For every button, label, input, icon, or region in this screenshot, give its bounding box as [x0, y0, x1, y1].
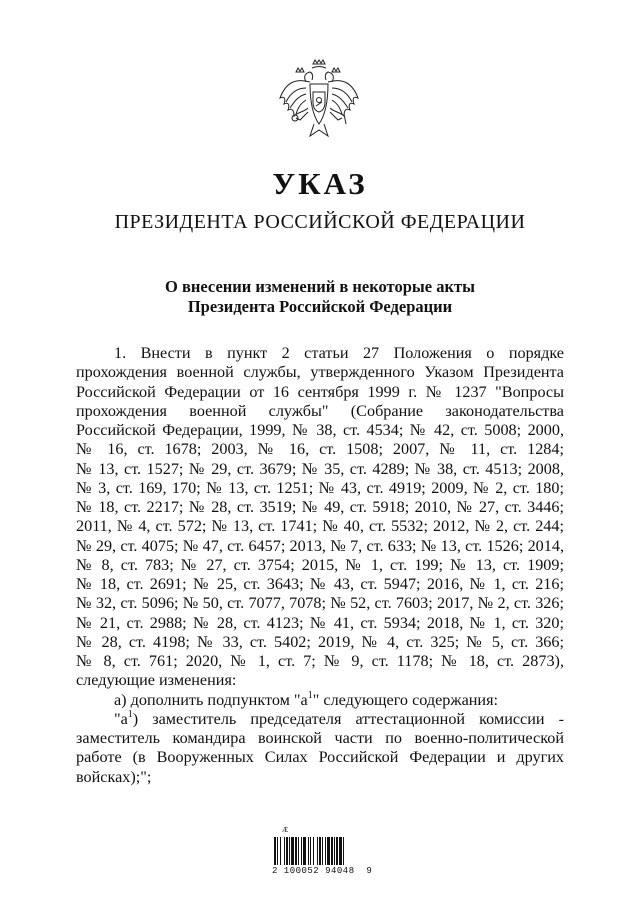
- body-line: 1. Внести в пункт 2 статьи 27 Положения о порядке: [114, 344, 564, 362]
- quote-line-1-rest: ) заместитель председателя аттестационной комиссии -: [132, 709, 564, 728]
- document-heading: [0, 277, 640, 317]
- barcode-bar: [325, 837, 326, 865]
- quote-line: заместитель командира воинской части по военно-политической: [76, 729, 564, 747]
- paragraph-item-a: [76, 691, 564, 710]
- quote-line: [76, 710, 564, 729]
- quote-superscript: 1: [127, 708, 133, 720]
- body-line: № 16, ст. 1678; 2003, № 16, ст. 1508; 2007, № 11, ст. 1284;: [76, 440, 564, 459]
- body-line: № 8, ст. 761; 2020, № 1, ст. 7; № 9, ст. 1178; № 18, ст. 2873),: [76, 652, 564, 670]
- heading-line-1: О внесении изменений в некоторые акты: [165, 277, 475, 296]
- barcode-bar: [298, 837, 299, 865]
- paragraph-1: [76, 344, 564, 691]
- document-subtitle: ПРЕЗИДЕНТА РОССИЙСКОЙ ФЕДЕРАЦИИ: [114, 211, 526, 233]
- barcode-bar: [308, 837, 309, 865]
- barcode-bar: [286, 837, 288, 865]
- body-line: Российской Федерации от 16 сентября 1999 г. № 1237 "Вопросы: [76, 382, 564, 401]
- body-line: прохождения военной службы" (Собрание законодательства: [76, 401, 564, 420]
- item-a-suffix: " следующего содержания:: [312, 690, 499, 709]
- quote-line: работе (в Вооруженных Силах Российской Федерации и других: [76, 748, 564, 767]
- body-line: 2011, № 4, ст. 572; № 13, ст. 1741; № 40, ст. 5532; 2012, № 2, ст. 244;: [76, 517, 564, 536]
- barcode-bar: [289, 837, 290, 865]
- item-a-prefix: а) дополнить подпунктом "а: [114, 690, 308, 709]
- barcode-bar: [303, 837, 306, 865]
- barcode-mark: Æ: [282, 826, 289, 834]
- body-line: № 18, ст. 2217; № 28, ст. 3519; № 49, ст. 5918; 2010, № 27, ст. 3446;: [76, 498, 564, 516]
- barcode-bar: [334, 837, 335, 865]
- barcode-bar: [343, 837, 344, 865]
- barcode-bar: [280, 837, 281, 865]
- body-line: № 21, ст. 2988; № 28, ст. 4123; № 41, ст. 5934; 2018, № 1, ст. 320;: [76, 613, 564, 632]
- barcode-bar: [331, 837, 333, 865]
- body-line: № 8, ст. 783; № 27, ст. 3754; 2015, № 1, ст. 199; № 13, ст. 1909;: [76, 555, 564, 574]
- barcode-number: 2 100052 94048 9: [272, 866, 373, 876]
- quote-line: войсках);";: [76, 767, 152, 786]
- barcode-icon: [268, 823, 380, 893]
- barcode-bar: [284, 837, 285, 865]
- barcode-bar: [310, 837, 311, 865]
- body-line: Российской Федерации, 1999, № 38, ст. 4534; № 42, ст. 5008; 2000,: [76, 421, 564, 439]
- barcode-bar: [327, 837, 330, 865]
- barcode-bar: [274, 837, 276, 865]
- body-line: № 32, ст. 5096; № 50, ст. 7077, 7078; № 52, ст. 7603; 2017, № 2, ст. 326;: [76, 594, 564, 613]
- barcode-bar: [336, 837, 338, 865]
- body-line: № 28, ст. 4198; № 33, ст. 5402; 2019, № 4, ст. 325; № 5, ст. 366;: [76, 632, 564, 651]
- barcode-bar: [319, 837, 321, 865]
- heading-line-2: Президента Российской Федерации: [187, 297, 453, 316]
- barcode-bar: [301, 837, 302, 865]
- barcode-bar: [322, 837, 323, 865]
- document-title: УКАЗ: [272, 166, 368, 201]
- barcode-bar: [317, 837, 318, 865]
- body-line: прохождения военной службы, утвержденного Указом Президента: [76, 363, 564, 382]
- barcode-bar: [339, 837, 342, 865]
- item-a-superscript: 1: [307, 689, 313, 701]
- body-line: № 18, ст. 2691; № 25, ст. 3643; № 43, ст. 5947; 2016, № 1, ст. 216;: [76, 575, 564, 593]
- coat-of-arms-icon: [276, 58, 362, 144]
- body-line: № 29, ст. 4075; № 47, ст. 6457; 2013, № 7, ст. 633; № 13, ст. 1526; 2014,: [76, 536, 564, 555]
- body-line: № 13, ст. 1527; № 29, ст. 3679; № 35, ст. 4289; № 38, ст. 4513; 2008,: [76, 459, 564, 478]
- quote-prefix: "а: [114, 709, 128, 728]
- paragraph-quote: [76, 710, 564, 787]
- body-line: № 3, ст. 169, 170; № 13, ст. 1251; № 43, ст. 4919; 2009, № 2, ст. 180;: [76, 478, 564, 497]
- body-line: следующие изменения:: [76, 671, 237, 690]
- item-a-line: [76, 691, 564, 710]
- barcode-bar: [277, 837, 278, 865]
- barcode-bar: [313, 837, 314, 865]
- barcode-bar: [295, 837, 297, 865]
- document-body: [76, 344, 564, 787]
- barcode-bar: [291, 837, 294, 865]
